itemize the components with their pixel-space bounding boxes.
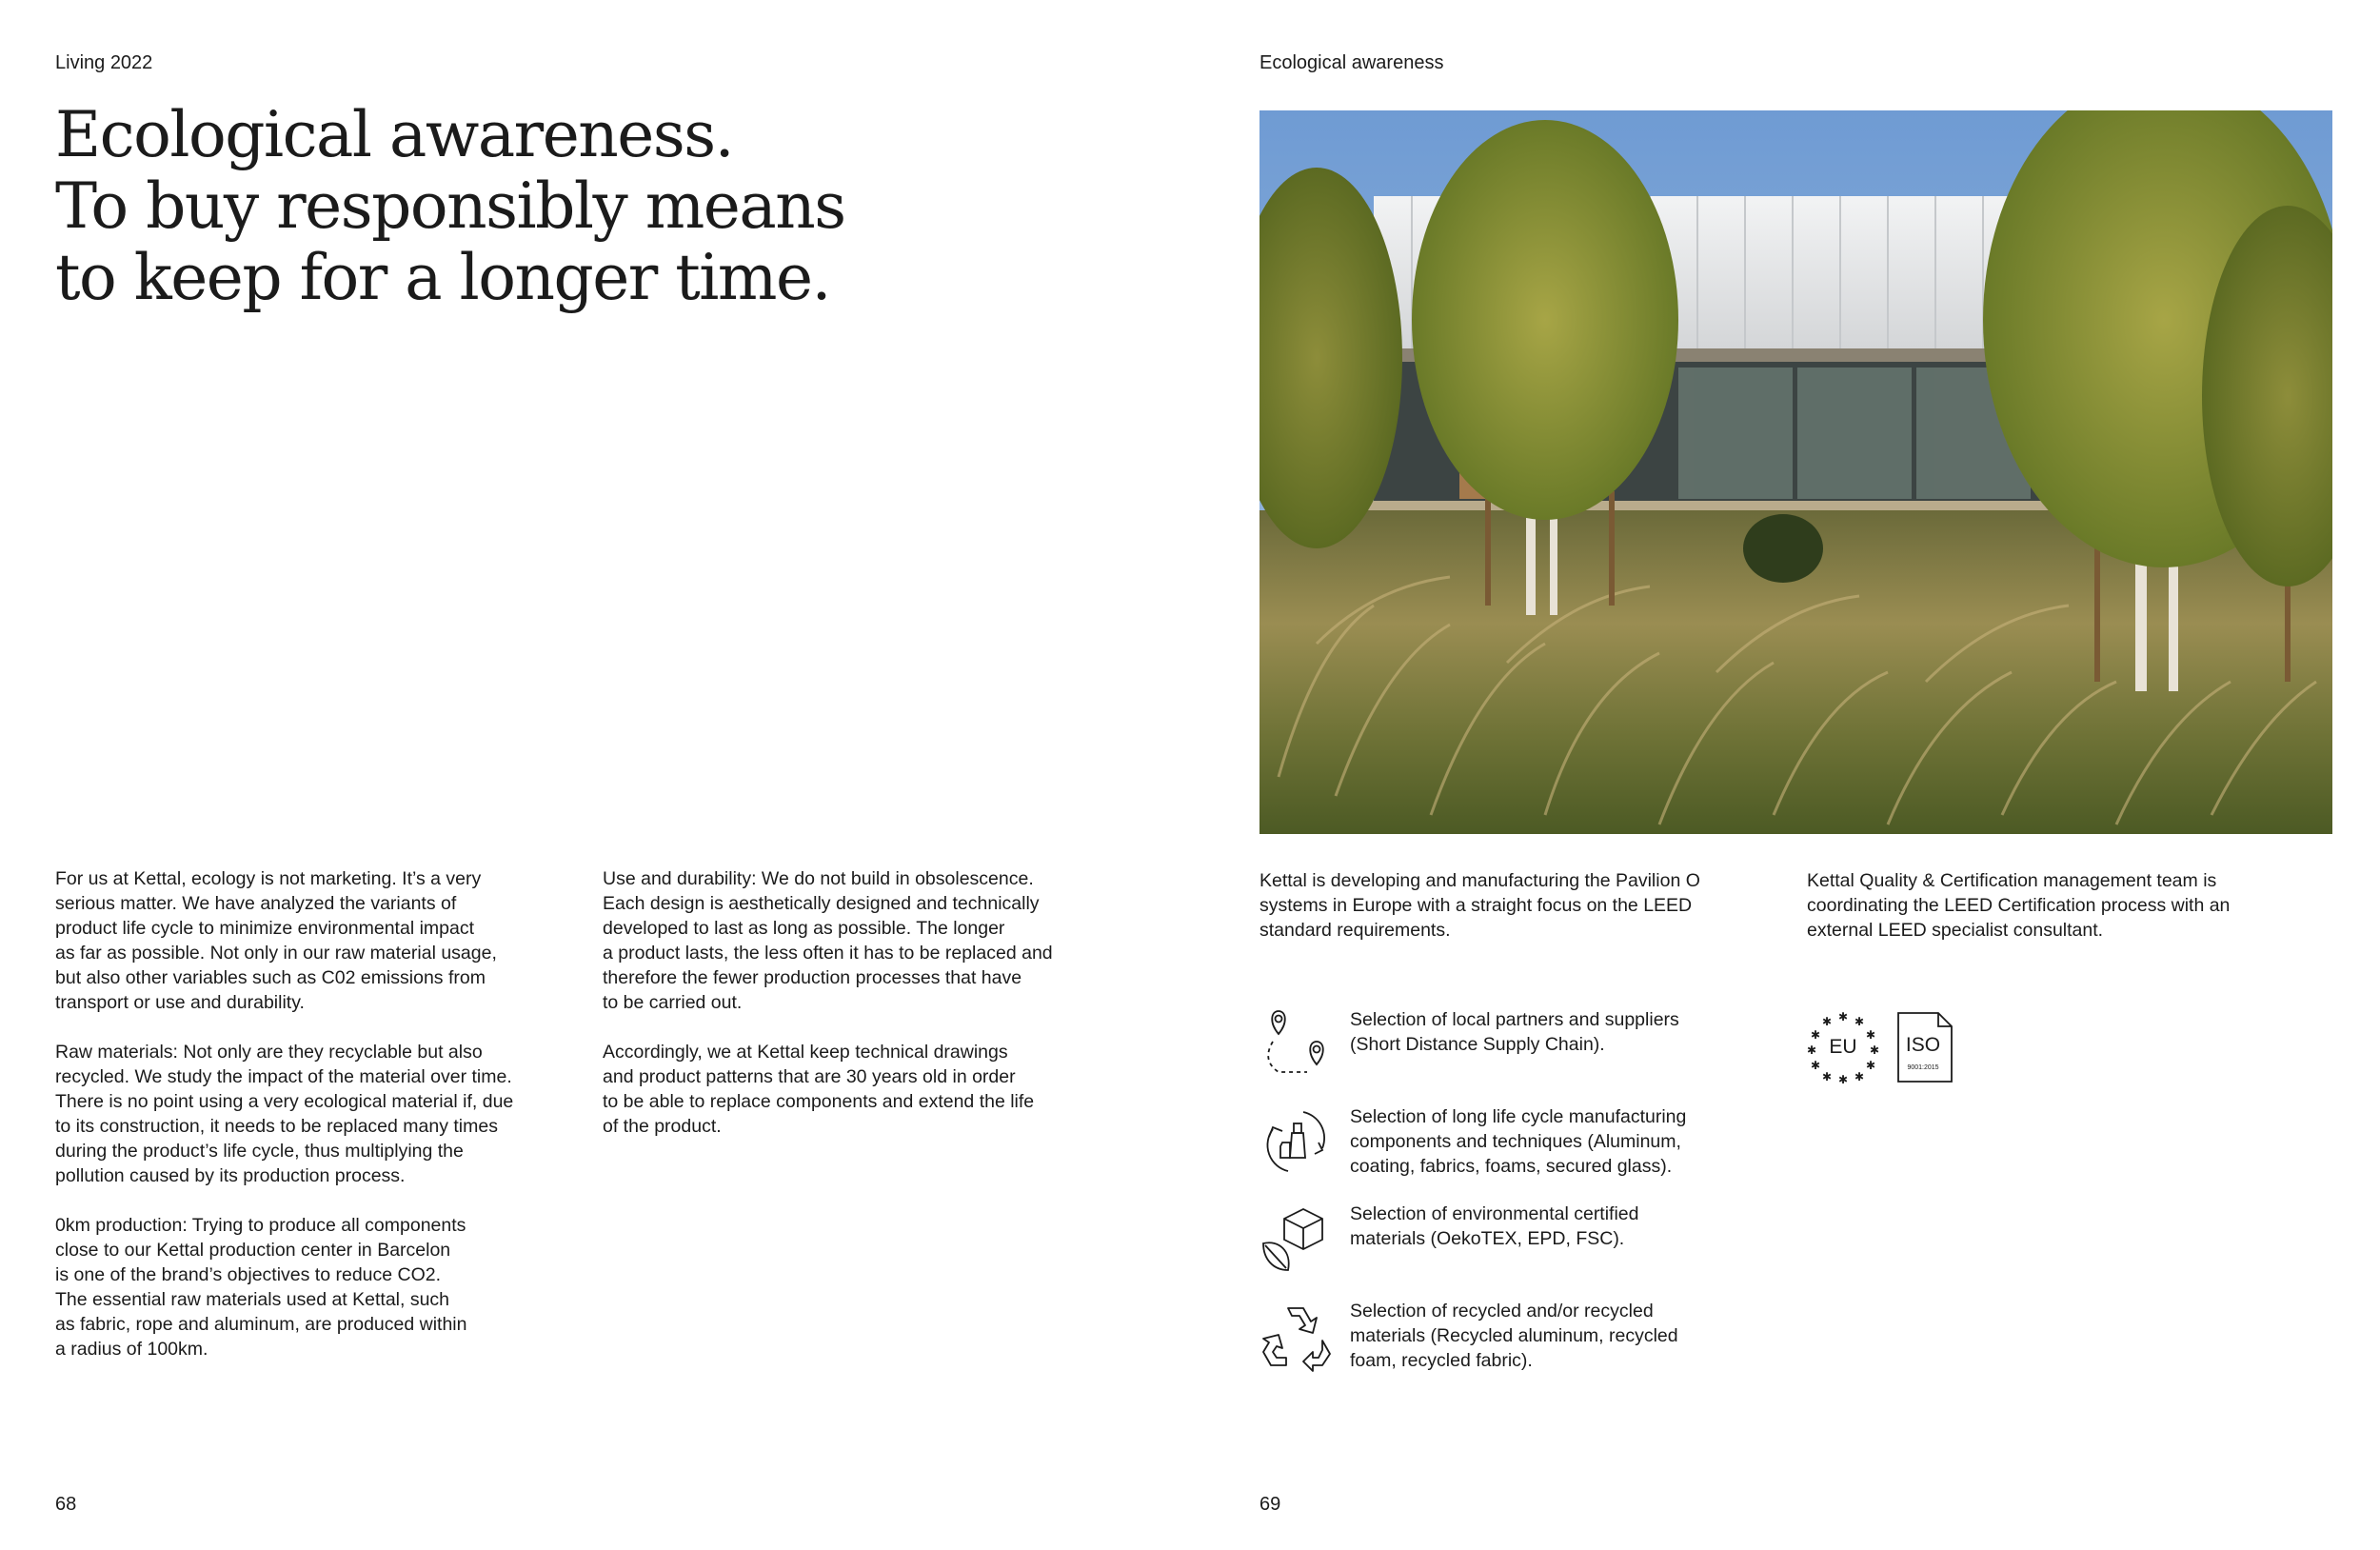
leed-certification-text: Kettal Quality & Certification management team is coordinating the LEED Certification process with an external LEED specialist consultant. bbox=[1807, 870, 2231, 941]
recycle-icon bbox=[1259, 1299, 1334, 1373]
svg-text:✱: ✱ bbox=[1821, 1015, 1833, 1028]
running-head-right: Ecological awareness bbox=[1259, 52, 1444, 73]
right-page bbox=[1190, 0, 2380, 1550]
body-paragraph-raw-materials: Raw materials: Not only are they recyclable but also recycled. We study the impact of the material over time. There is no point using a very ecological material if, due to its construction, it needs to be replaced many times during the product’s life cycle, thus multiplying the pollution caused by its production process. bbox=[55, 1042, 514, 1186]
body-paragraph-intro: For us at Kettal, ecology is not marketing. It’s a very serious matter. We have analyzed the variants of product life cycle to minimize environmental impact as far as possible. Not only in our raw material usage, but also other variables such as C02 emissions from transport or use and durability. bbox=[55, 868, 497, 1013]
svg-text:✱: ✱ bbox=[1807, 1043, 1817, 1057]
feature-text-certified-materials: Selection of environmental certified materials (OekoTEX, EPD, FSC). bbox=[1350, 1203, 1639, 1249]
feature-local-partners bbox=[1259, 1007, 1774, 1093]
running-head-left: Living 2022 bbox=[55, 52, 153, 73]
svg-text:✱: ✱ bbox=[1821, 1070, 1833, 1083]
feature-long-life-cycle bbox=[1259, 1104, 1774, 1190]
iso-label: ISO bbox=[1905, 1034, 1941, 1056]
svg-text:✱: ✱ bbox=[1854, 1015, 1865, 1028]
feature-text-local-partners: Selection of local partners and suppliers (Short Distance Supply Chain). bbox=[1350, 1009, 1679, 1055]
iso-standard-label: 9001:2015 bbox=[1907, 1064, 1939, 1071]
feature-text-recycled-materials: Selection of recycled and/or recycled materials (Recycled aluminum, recycled foam, recycled fabric). bbox=[1350, 1301, 1678, 1371]
feature-recycled-materials bbox=[1259, 1299, 1774, 1384]
svg-text:✱: ✱ bbox=[1869, 1043, 1879, 1057]
svg-text:✱: ✱ bbox=[1837, 1011, 1849, 1023]
box-leaf-icon bbox=[1259, 1202, 1334, 1276]
headline-line-1: Ecological awareness. bbox=[55, 98, 734, 171]
headline-line-2: To buy responsibly means bbox=[55, 169, 845, 243]
svg-text:✱: ✱ bbox=[1854, 1070, 1865, 1083]
photo-illustration bbox=[1259, 110, 2332, 834]
headline-line-3: to keep for a longer time. bbox=[55, 241, 831, 314]
eu-certification-badge bbox=[1807, 1011, 1879, 1083]
svg-text:✱: ✱ bbox=[1837, 1073, 1849, 1083]
body-column-2 bbox=[603, 866, 1145, 1163]
svg-text:✱: ✱ bbox=[1810, 1059, 1821, 1072]
page-number-left: 68 bbox=[55, 1494, 77, 1515]
svg-text:✱: ✱ bbox=[1865, 1059, 1876, 1072]
lifecycle-bottle-icon bbox=[1259, 1104, 1334, 1179]
iso-certification-badge bbox=[1896, 1011, 1954, 1083]
feature-text-long-life-cycle: Selection of long life cycle manufacturing components and techniques (Aluminum, coating, fabrics, foams, secured glass). bbox=[1350, 1106, 1687, 1177]
body-paragraph-durability: Use and durability: We do not build in obsolescence. Each design is aesthetically designed and technically developed to last as long as possible. The longer a product lasts, the less often it has to be replaced and therefore the fewer production processes that have to be carried out. bbox=[603, 868, 1053, 1013]
body-paragraph-0km-production: 0km production: Trying to produce all components close to our Kettal production center in Barcelon is one of the brand’s objectives to reduce CO2. The essential raw materials used at Kettal, such as fabric, rope and aluminum, are produced within a radius of 100km. bbox=[55, 1215, 467, 1360]
eu-label: EU bbox=[1829, 1036, 1857, 1058]
leed-manufacturing-text: Kettal is developing and manufacturing the Pavilion O systems in Europe with a straight focus on the LEED standard requirements. bbox=[1259, 870, 1700, 941]
feature-certified-materials bbox=[1259, 1202, 1774, 1287]
body-paragraph-technical-drawings: Accordingly, we at Kettal keep technical drawings and product patterns that are 30 years old in order to be able to replace components and extend the life of the product. bbox=[603, 1042, 1035, 1137]
page-number-right: 69 bbox=[1259, 1494, 1281, 1515]
body-column-1 bbox=[55, 866, 598, 1386]
pavilion-garden-photo bbox=[1259, 110, 2332, 834]
svg-text:✱: ✱ bbox=[1865, 1028, 1876, 1042]
location-pins-icon bbox=[1259, 1007, 1334, 1082]
svg-text:✱: ✱ bbox=[1810, 1028, 1821, 1042]
page-title bbox=[55, 99, 912, 313]
